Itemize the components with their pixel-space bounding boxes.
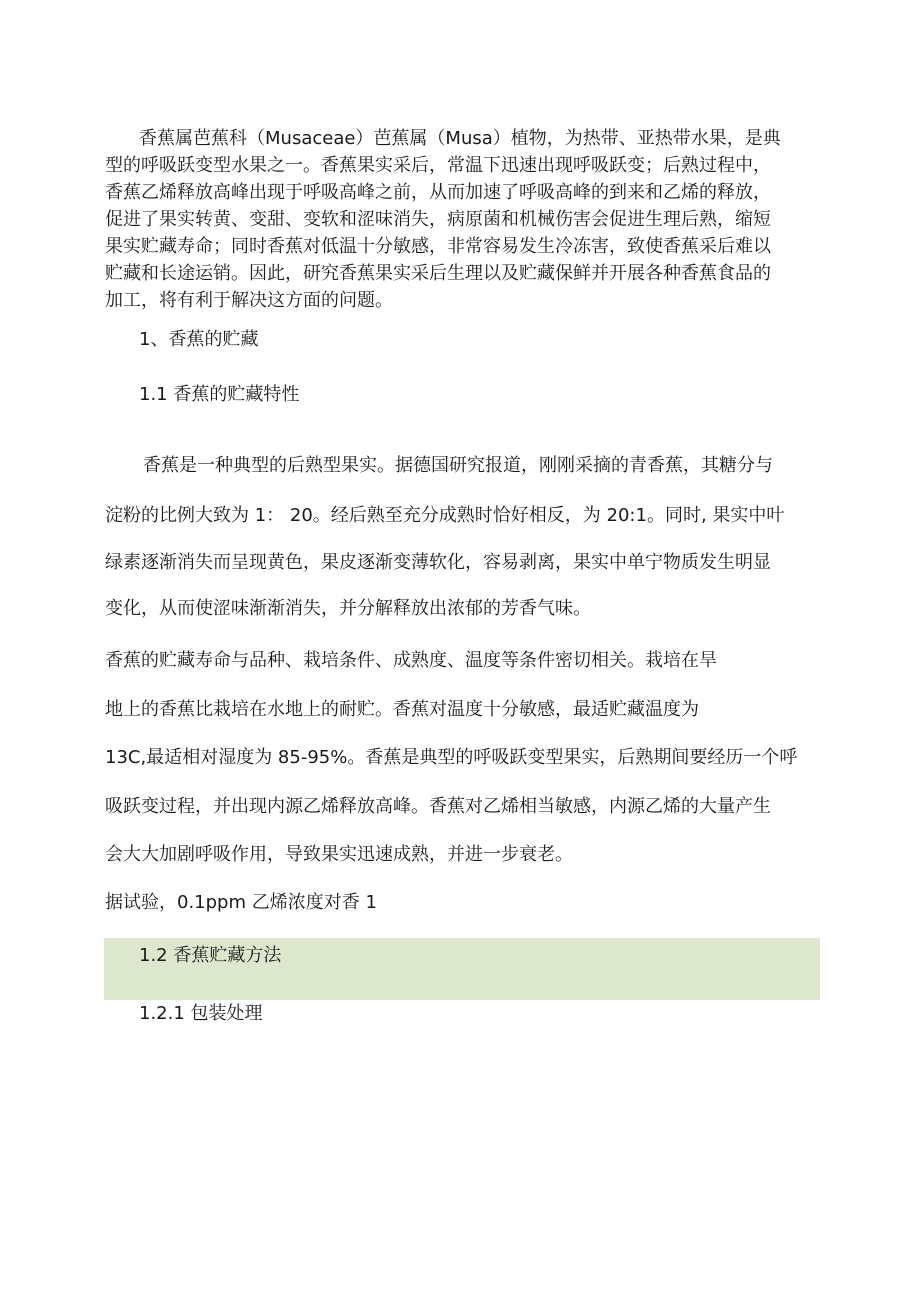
paragraph-line: 变化，从而使涩味渐渐消失，并分解释放出浓郁的芳香气味。 [105, 598, 591, 619]
intro-line: 贮藏和长途运销。因此，研究香蕉果实采后生理以及贮藏保鲜并开展各种香蕉食品的 [105, 263, 771, 284]
paragraph-line: 会大大加剧呼吸作用，导致果实迅速成熟，并进一步衰老。 [105, 844, 573, 865]
paragraph-line: 13C,最适相对湿度为 85-95%。香蕉是典型的呼吸跃变型果实，后熟期间要经历一个呼 [105, 747, 798, 768]
paragraph-line: 绿素逐渐消失而呈现黄色，果皮逐渐变薄软化，容易剥离，果实中单宁物质发生明显 [105, 552, 771, 573]
paragraph-line: 据试验，0.1ppm 乙烯浓度对香 1 [105, 892, 377, 913]
intro-line: 果实贮藏寿命；同时香蕉对低温十分敏感，非常容易发生冷冻害，致使香蕉采后难以 [105, 236, 771, 257]
intro-line: 香蕉属芭蕉科（Musaceae）芭蕉属（Musa）植物，为热带、亚热带水果，是典 [139, 128, 781, 149]
section-heading-1-2: 1.2 香蕉贮藏方法 [139, 945, 282, 966]
intro-line: 型的呼吸跃变型水果之一。香蕉果实采后，常温下迅速出现呼吸跃变；后熟过程中， [105, 155, 771, 176]
section-heading-1-1: 1.1 香蕉的贮藏特性 [139, 384, 300, 405]
paragraph-line: 香蕉是一种典型的后熟型果实。据德国研究报道，刚刚采摘的青香蕉，其糖分与 [143, 455, 773, 476]
paragraph-line: 地上的香蕉比栽培在水地上的耐贮。香蕉对温度十分敏感，最适贮藏温度为 [105, 699, 699, 720]
paragraph-line: 香蕉的贮藏寿命与品种、栽培条件、成熟度、温度等条件密切相关。栽培在旱 [105, 650, 717, 671]
section-heading-1: 1、香蕉的贮藏 [139, 329, 259, 350]
section-heading-1-2-1: 1.2.1 包装处理 [139, 1003, 263, 1024]
intro-line: 促进了果实转黄、变甜、变软和涩味消失，病原菌和机械伤害会促进生理后熟，缩短 [105, 209, 771, 230]
paragraph-line: 吸跃变过程，并出现内源乙烯释放高峰。香蕉对乙烯相当敏感，内源乙烯的大量产生 [105, 796, 771, 817]
intro-line: 香蕉乙烯释放高峰出现于呼吸高峰之前，从而加速了呼吸高峰的到来和乙烯的释放， [105, 182, 771, 203]
paragraph-line: 淀粉的比例大致为 1： 20。经后熟至充分成熟时恰好相反，为 20:1。同时, 果实中叶 [105, 505, 785, 526]
intro-line: 加工，将有利于解决这方面的问题。 [105, 290, 393, 311]
